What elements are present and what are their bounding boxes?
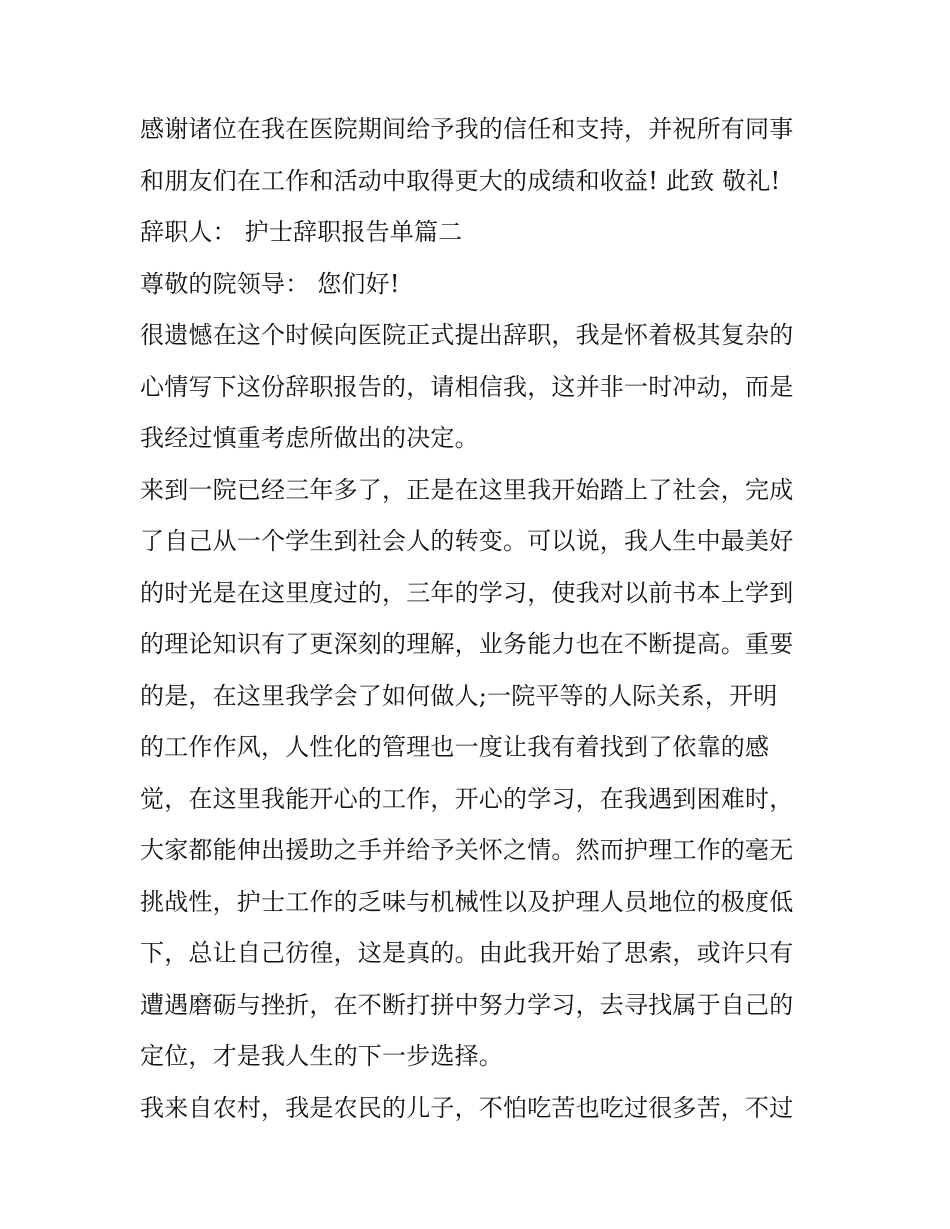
document-body [140,104,830,1134]
text-line: 来到一院已经三年多了，正是在这里我开始踏上了社会，完成 [140,475,794,504]
text-line: 了自己从一个学生到社会人的转变。可以说，我人生中最美好 [140,527,794,555]
text-line: 很遗憾在这个时候向医院正式提出辞职，我是怀着极其复杂的 [140,321,794,349]
text-line: 我来自农村，我是农民的儿子，不怕吃苦也吃过很多苦，不过 [140,1093,794,1122]
text-line: 的是，在这里我学会了如何做人;一院平等的人际关系，开明 [140,681,778,710]
text-line: 的工作作风，人性化的管理也一度让我有着找到了依靠的感 [140,733,770,761]
text-line: 辞职人： 护士辞职报告单篇二 [140,218,463,246]
text-line: 定位，才是我人生的下一步选择。 [140,1042,503,1070]
text-line: 下，总让自己彷徨，这是真的。由此我开始了思索，或许只有 [140,939,794,967]
text-line: 感谢诸位在我在医院期间给予我的信任和支持，并祝所有同事 [140,115,794,143]
text-line: 遭遇磨砺与挫折，在不断打拼中努力学习，去寻找属于自己的 [140,990,794,1019]
text-line: 心情写下这份辞职报告的，请相信我，这并非一时冲动，而是 [140,372,794,401]
text-line: 的理论知识有了更深刻的理解，业务能力也在不断提高。重要 [140,630,794,658]
text-line: 和朋友们在工作和活动中取得更大的成绩和收益! 此致 敬礼! [140,166,781,195]
text-line: 我经过慎重考虑所做出的决定。 [140,424,479,452]
text-line: 觉，在这里我能开心的工作，开心的学习，在我遇到困难时， [140,784,794,813]
text-line: 尊敬的院领导： 您们好! [140,269,400,298]
text-line: 挑战性，护士工作的乏味与机械性以及护理人员地位的极度低 [140,887,794,916]
text-line: 的时光是在这里度过的，三年的学习，使我对以前书本上学到 [140,578,794,607]
text-line: 大家都能伸出援助之手并给予关怀之情。然而护理工作的毫无 [140,836,794,864]
